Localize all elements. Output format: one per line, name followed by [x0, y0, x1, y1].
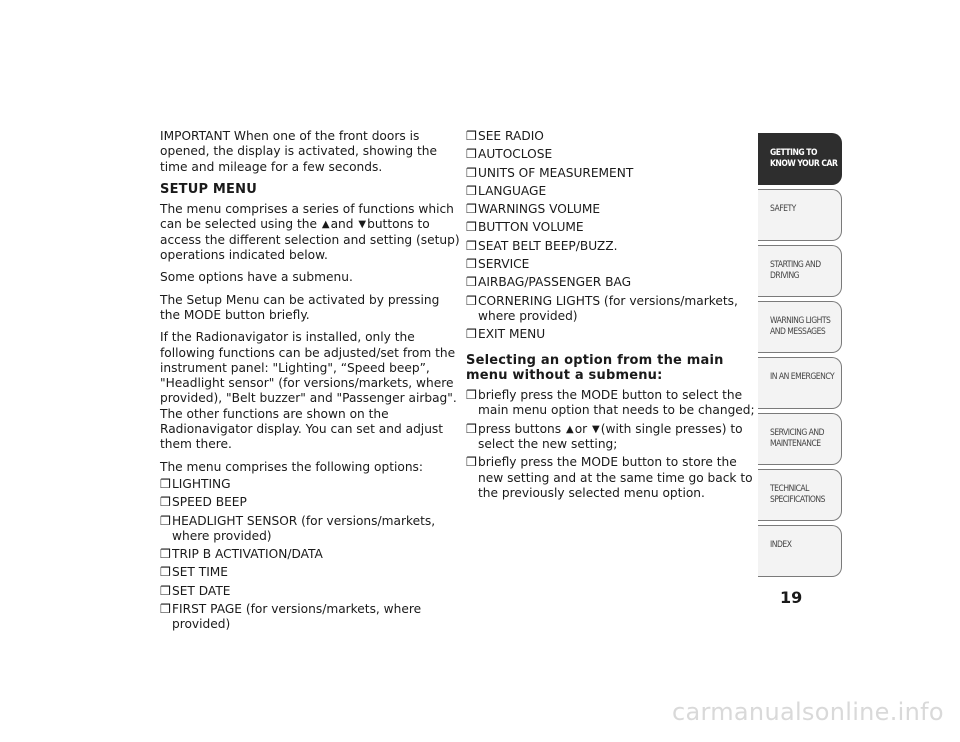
setup-menu-heading: SETUP MENU [160, 181, 257, 197]
page-number: 19 [780, 588, 803, 607]
list-item: ❒ SEAT BELT BEEP/BUZZ. [466, 238, 618, 253]
intro-text-b: buttons to access the different selection and setting (setup) operations indicated below. [160, 217, 460, 263]
checkbox-icon: ❒ [160, 513, 171, 528]
checkbox-icon: ❒ [466, 388, 477, 403]
list-item: ❒ BUTTON VOLUME [466, 220, 584, 235]
options-list-right [466, 129, 756, 343]
checkbox-icon: ❒ [466, 275, 477, 290]
checkbox-icon: ❒ [466, 327, 477, 342]
options-intro: The menu comprises the following options: [160, 459, 424, 474]
list-item: ❒ LIGHTING [160, 476, 231, 491]
checkbox-icon: ❒ [466, 293, 477, 308]
chapter-tabs [758, 133, 842, 581]
checkbox-icon: ❒ [466, 238, 477, 253]
checkbox-icon: ❒ [466, 257, 477, 272]
radionavigator-note: If the Radionavigator is installed, only the following functions can be adjusted/set from the instrument panel: "Lighting", “Speed beep”, "Headlight sensor" (for versions/markets, where provided), "Belt buzzer" and "Passenger airbag". The other functions are shown on the Radionavigator display. You can set and adjust them there. [160, 330, 457, 452]
list-item: ❒ AUTOCLOSE [466, 147, 553, 162]
list-item: ❒ LANGUAGE [466, 183, 547, 198]
checkbox-icon: ❒ [160, 495, 171, 510]
arrow-up-icon: ▲ [565, 423, 574, 435]
arrow-up-icon: ▲ [321, 219, 330, 231]
checkbox-icon: ❒ [466, 183, 477, 198]
step-item: ❒ press buttons ▲or ▼(with single presses) to select the new setting; [466, 421, 743, 452]
checkbox-icon: ❒ [160, 476, 171, 491]
list-item: ❒ SERVICE [466, 257, 530, 272]
tab-warning-lights[interactable]: WARNING LIGHTS AND MESSAGES [758, 301, 842, 353]
checkbox-icon: ❒ [160, 602, 171, 617]
arrow-down-icon: ▼ [592, 423, 600, 435]
checkbox-icon: ❒ [466, 147, 477, 162]
tab-technical-specifications[interactable]: TECHNICAL SPECIFICATIONS [758, 469, 842, 521]
tab-starting-and-driving[interactable]: STARTING AND DRIVING [758, 245, 842, 297]
setup-menu-intro [160, 202, 460, 263]
tab-index[interactable]: INDEX [758, 525, 842, 577]
watermark-logo: carmanualsonline.info [672, 698, 944, 726]
checkbox-icon: ❒ [466, 421, 477, 436]
intro-text-a: The menu comprises a series of functions which can be selected using the [160, 202, 454, 232]
checkbox-icon: ❒ [466, 202, 477, 217]
activation-note: The Setup Menu can be activated by pressing the MODE button briefly. [160, 292, 440, 322]
list-item: ❒ UNITS OF MEASUREMENT [466, 165, 634, 180]
list-item: ❒ SEE RADIO [466, 129, 544, 143]
tab-servicing-and-maintenance[interactable]: SERVICING AND MAINTENANCE [758, 413, 842, 465]
checkbox-icon: ❒ [466, 220, 477, 235]
important-note: IMPORTANT When one of the front doors is opened, the display is activated, showing the time and mileage for a few seconds. [160, 129, 438, 174]
right-column [466, 129, 756, 504]
intro-and: and [330, 217, 354, 232]
options-list-left [160, 477, 460, 633]
checkbox-icon: ❒ [160, 565, 171, 580]
checkbox-icon: ❒ [160, 583, 171, 598]
list-item: ❒ TRIP B ACTIVATION/DATA [160, 547, 323, 562]
selecting-option-heading: Selecting an option from the main menu without a submenu: [466, 352, 724, 383]
list-item: ❒ FIRST PAGE (for versions/markets, where provided) [160, 602, 422, 632]
list-item: ❒ AIRBAG/PASSENGER BAG [466, 275, 632, 290]
list-item: ❒ SET TIME [160, 565, 229, 580]
list-item: ❒ SET DATE [160, 583, 231, 598]
list-item: ❒ EXIT MENU [466, 327, 546, 342]
checkbox-icon: ❒ [466, 129, 477, 143]
checkbox-icon: ❒ [466, 455, 477, 470]
tab-in-an-emergency[interactable]: IN AN EMERGENCY [758, 357, 842, 409]
tab-getting-to-know-your-car[interactable]: GETTING TO KNOW YOUR CAR [758, 133, 842, 185]
left-column [160, 129, 460, 636]
steps-list [466, 388, 756, 501]
list-item: ❒ WARNINGS VOLUME [466, 202, 601, 217]
tab-safety[interactable]: SAFETY [758, 189, 842, 241]
step-item: ❒ briefly press the MODE button to store the new setting and at the same time go back to the previously selected menu option. [466, 455, 753, 500]
list-item: ❒ HEADLIGHT SENSOR (for versions/markets, where provided) [160, 513, 436, 543]
arrow-down-icon: ▼ [358, 219, 367, 231]
list-item: ❒ SPEED BEEP [160, 495, 247, 510]
checkbox-icon: ❒ [466, 165, 477, 180]
list-item: ❒ CORNERING LIGHTS (for versions/markets, where provided) [466, 293, 738, 323]
step-item: ❒ briefly press the MODE button to select the main menu option that needs to be changed; [466, 388, 755, 418]
checkbox-icon: ❒ [160, 547, 171, 562]
submenu-note: Some options have a submenu. [160, 270, 353, 285]
